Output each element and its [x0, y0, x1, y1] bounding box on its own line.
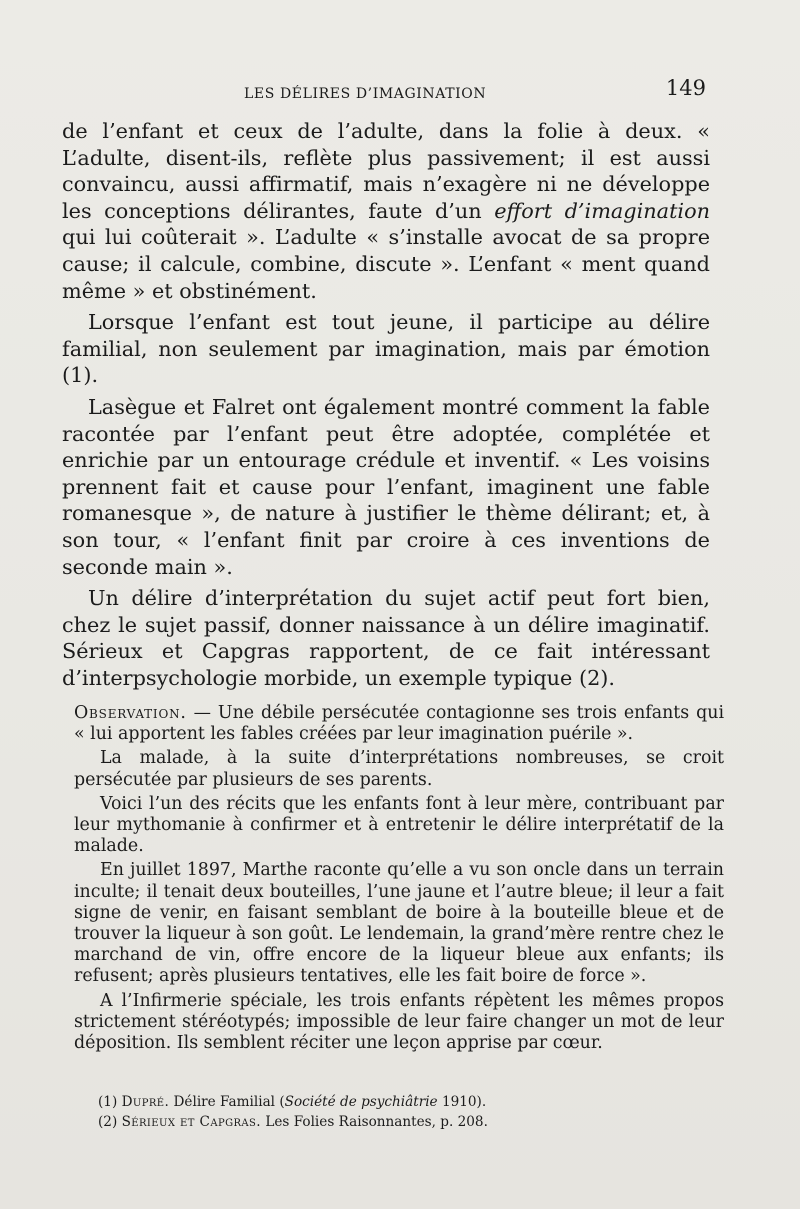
footnote-1 — [98, 1092, 698, 1112]
paragraph-1-text: de l’enfant et ceux de l’adulte, dans la folie à deux. « L’adulte, disent-ils, reflète plus passivement; il est aussi convaincu, aussi affirmatif, mais n’exagère ni ne développe les conceptions délirantes, faute d’un — [62, 119, 710, 223]
running-title: LES DÉLIRES D’IMAGINATION — [244, 86, 487, 102]
footnote-2-author: Sérieux et Capgras. — [121, 1114, 262, 1130]
paragraph-1-end: qui lui coûterait ». L’adulte « s’installe avocat de sa propre cause; il calcule, combine, discute ». L’enfant « ment quand même » et obstinément. — [62, 225, 710, 303]
paragraph-3: Lasègue et Falret ont également montré comment la fable racontée par l’enfant peut être adoptée, complétée et enrichie par un entourage crédule et inventif. « Les voisins prennent fait et cause pour l’enfant, imaginent une fable romanesque », de nature à justifier le thème délirant; et, à son tour, « l’enfant finit par croire à ces inventions de seconde main ». — [62, 394, 710, 579]
running-head — [62, 76, 710, 108]
observation-paragraph-5: A l’Infirmerie spéciale, les trois enfants répètent les mêmes propos strictement stéréotypés; impossible de leur faire changer un mot de leur déposition. Ils semblent réciter une leçon apprise par cœur. — [74, 990, 724, 1054]
footnote-1-end: 1910). — [441, 1094, 487, 1110]
paragraph-1-italic: effort d’imagination — [494, 198, 710, 223]
footnotes — [98, 1092, 698, 1132]
observation-label: Observation. — [74, 703, 187, 723]
footnote-1-text: Délire Familial ( — [173, 1094, 285, 1110]
observation-paragraph-1 — [74, 703, 724, 745]
paragraph-2: Lorsque l’enfant est tout jeune, il participe au délire familial, non seulement par imagination, mais par émotion (1). — [62, 310, 710, 388]
observation-paragraph-4: En juillet 1897, Marthe raconte qu’elle a vu son oncle dans un terrain inculte; il tenait deux bouteilles, l’une jaune et l’autre bleue; il leur a fait signe de venir, en faisant semblant de boire à la bouteille bleue et de trouver la liqueur à son goût. Le lendemain, la grand’mère rentre chez le marchand de vin, offre encore de la liqueur bleue aux enfants; ils refusent; après plusieurs tentatives, elle les fait boire de force ». — [74, 860, 724, 987]
footnote-2-number: (2) — [98, 1114, 118, 1130]
observation-intro: — Une débile persécutée contagionne ses trois enfants qui « lui apportent les fables créées par leur imagination puérile ». — [74, 703, 725, 745]
footnote-1-number: (1) — [98, 1094, 118, 1110]
footnote-2-text: Les Folies Raisonnantes, p. 208. — [265, 1114, 488, 1130]
observation-block — [74, 703, 724, 1057]
paragraph-4: Un délire d’interprétation du sujet actif peut fort bien, chez le sujet passif, donner naissance à un délire imaginatif. Sérieux et Capgras rapportent, de ce fait intéressant d’interpsychologie morbide, un exemple typique (2). — [62, 586, 710, 690]
footnote-2 — [98, 1112, 698, 1132]
main-text — [62, 118, 710, 696]
observation-paragraph-2: La malade, à la suite d’interprétations nombreuses, se croit persécutée par plusieurs de ses parents. — [74, 748, 724, 790]
page-number: 149 — [665, 76, 706, 100]
paragraph-1 — [62, 118, 710, 304]
footnote-1-italic: Société de psychiâtrie — [284, 1094, 438, 1110]
footnote-1-author: Dupré. — [121, 1094, 170, 1110]
observation-paragraph-3: Voici l’un des récits que les enfants font à leur mère, contribuant par leur mythomanie à confirmer et à entretenir le délire interprétatif de la malade. — [74, 793, 724, 857]
